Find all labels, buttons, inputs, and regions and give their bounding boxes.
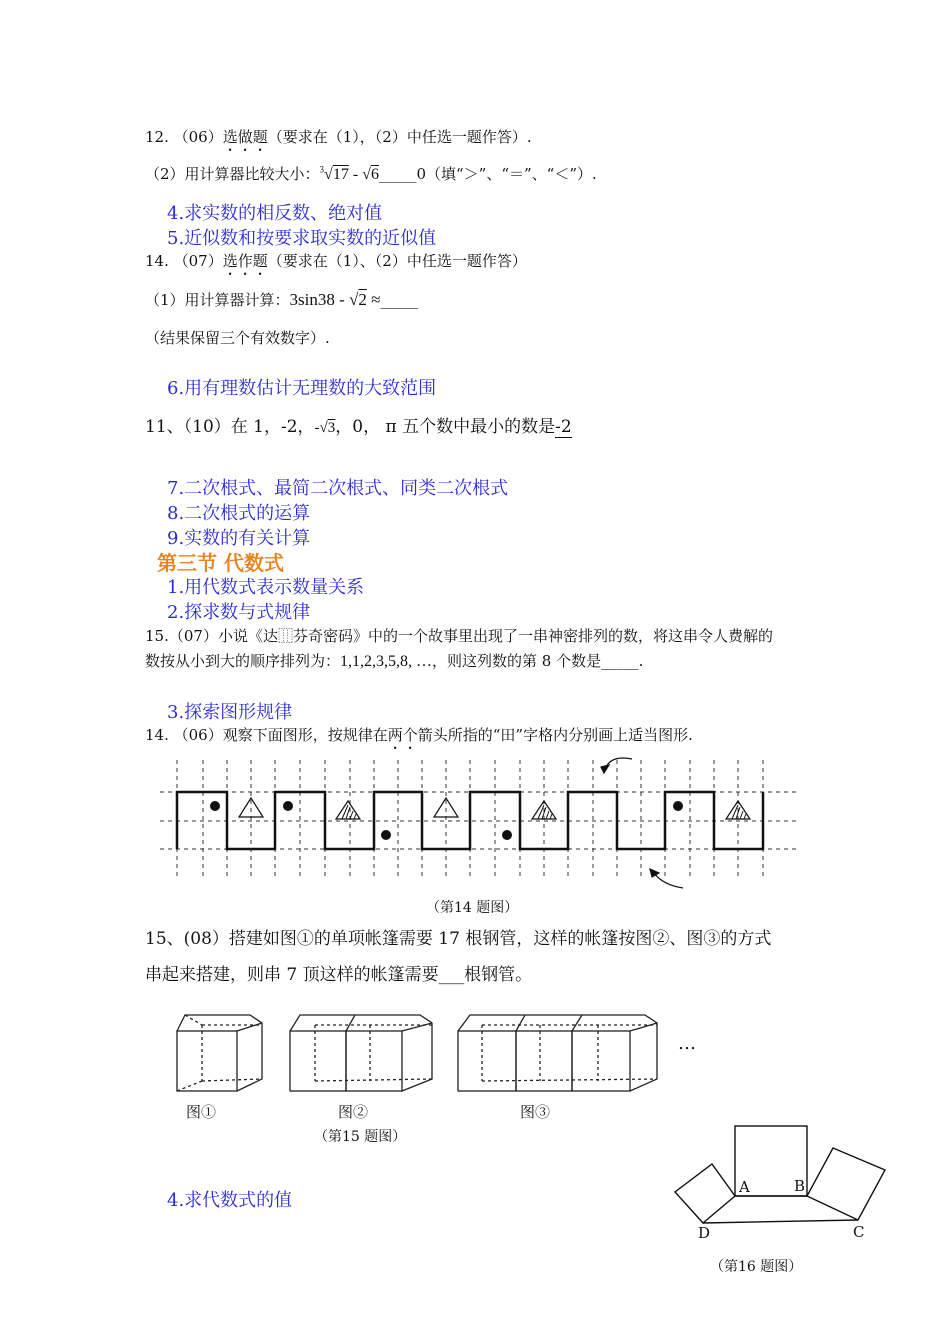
- q15a-line1: 15.（07）小说《达⿲芬奇密码》中的一个故事里出现了一串神密排列的数，将这串令人费解的: [145, 627, 773, 645]
- q11-answer: -2: [555, 417, 572, 437]
- fig16-label-a: A: [739, 1178, 750, 1196]
- q12-line2: （2）用计算器比较大小：$^3$√17 - √6_____0（填“＞”、“＝”、“＜”）.: [145, 164, 597, 183]
- pattern-figure: [160, 755, 800, 895]
- q15b-line2: 串起来搭建，则串 7 顶这样的帐篷需要___根钢管。: [145, 965, 533, 985]
- arrow-bottom: [650, 869, 683, 888]
- tent-fig3: [458, 1015, 657, 1091]
- heading-7-radicals: 7.二次根式、最简二次根式、同类二次根式: [167, 478, 509, 499]
- tent-figures: [170, 1005, 710, 1100]
- tent-ellipsis: …: [678, 1033, 696, 1054]
- heading-s3-4: 4.求代数式的值: [167, 1190, 293, 1211]
- tent-fig2: [290, 1015, 432, 1091]
- q14a-line3: （结果保留三个有效数字）.: [145, 329, 330, 347]
- q15b-caption: （第15 题图）: [314, 1129, 407, 1145]
- heading-6-estimate: 6.用有理数估计无理数的大致范围: [167, 378, 437, 399]
- q11: 11、（10）在 1，-2，-√3，0， π 五个数中最小的数是-2: [145, 417, 572, 437]
- dot-mark: [381, 830, 391, 840]
- heading-s3-2: 2.探求数与式规律: [167, 602, 311, 623]
- q14a-line1: 14. （07）选作题（要求在（1）、（2）中任选一题作答）: [145, 252, 527, 270]
- fig16-label-b: B: [794, 1177, 806, 1195]
- fig16-label-d: D: [698, 1224, 711, 1242]
- hatched-triangle-mark: [336, 801, 360, 819]
- heading-s3-3: 3.探索图形规律: [167, 702, 293, 723]
- q15b-line1: 15、(08）搭建如图①的单项帐篷需要 17 根钢管，这样的帐篷按图②、图③的方式: [145, 929, 772, 949]
- dot-mark: [673, 801, 683, 811]
- heading-9-real-calc: 9.实数的有关计算: [167, 528, 311, 549]
- tent-fig2-label: 图②: [338, 1103, 369, 1121]
- tent-fig1-label: 图①: [186, 1103, 217, 1121]
- fig16-right-square: [807, 1148, 885, 1220]
- tent-fig3-label: 图③: [520, 1103, 551, 1121]
- dot-mark: [502, 830, 512, 840]
- heading-4-opposite-abs: 4.求实数的相反数、绝对值: [167, 203, 383, 224]
- q12-line1: 12. （06）选做题（要求在（1），（2）中任选一题作答）.: [145, 128, 532, 146]
- dot-mark: [283, 801, 293, 811]
- q15a-line2: 数按从小到大的顺序排列为：1,1,2,3,5,8, …，则这列数的第 8 个数是_____.: [145, 652, 644, 670]
- fig16-base-line: [703, 1220, 858, 1223]
- q14a-line2: （1）用计算器计算：3sin38 - √2 ≈_____: [145, 290, 418, 309]
- tent-fig1: [177, 1015, 262, 1091]
- q14b-caption: （第14 题图）: [426, 900, 519, 916]
- dashed-grid: [160, 760, 800, 880]
- heading-5-approx: 5.近似数和按要求取实数的近似值: [167, 228, 437, 249]
- fig16-left-square: [675, 1164, 735, 1223]
- fig16-caption: （第16 题图）: [710, 1259, 803, 1275]
- heading-8-radical-ops: 8.二次根式的运算: [167, 503, 311, 524]
- heading-s3-1: 1.用代数式表示数量关系: [167, 577, 365, 598]
- dot-mark: [210, 801, 220, 811]
- q14b-line1: 14. （06）观察下面图形，按规律在两个箭头所指的“田”字格内分别画上适当图形.: [145, 726, 693, 744]
- section-3-title: 第三节 代数式: [157, 551, 284, 575]
- fig16-label-c: C: [853, 1223, 865, 1241]
